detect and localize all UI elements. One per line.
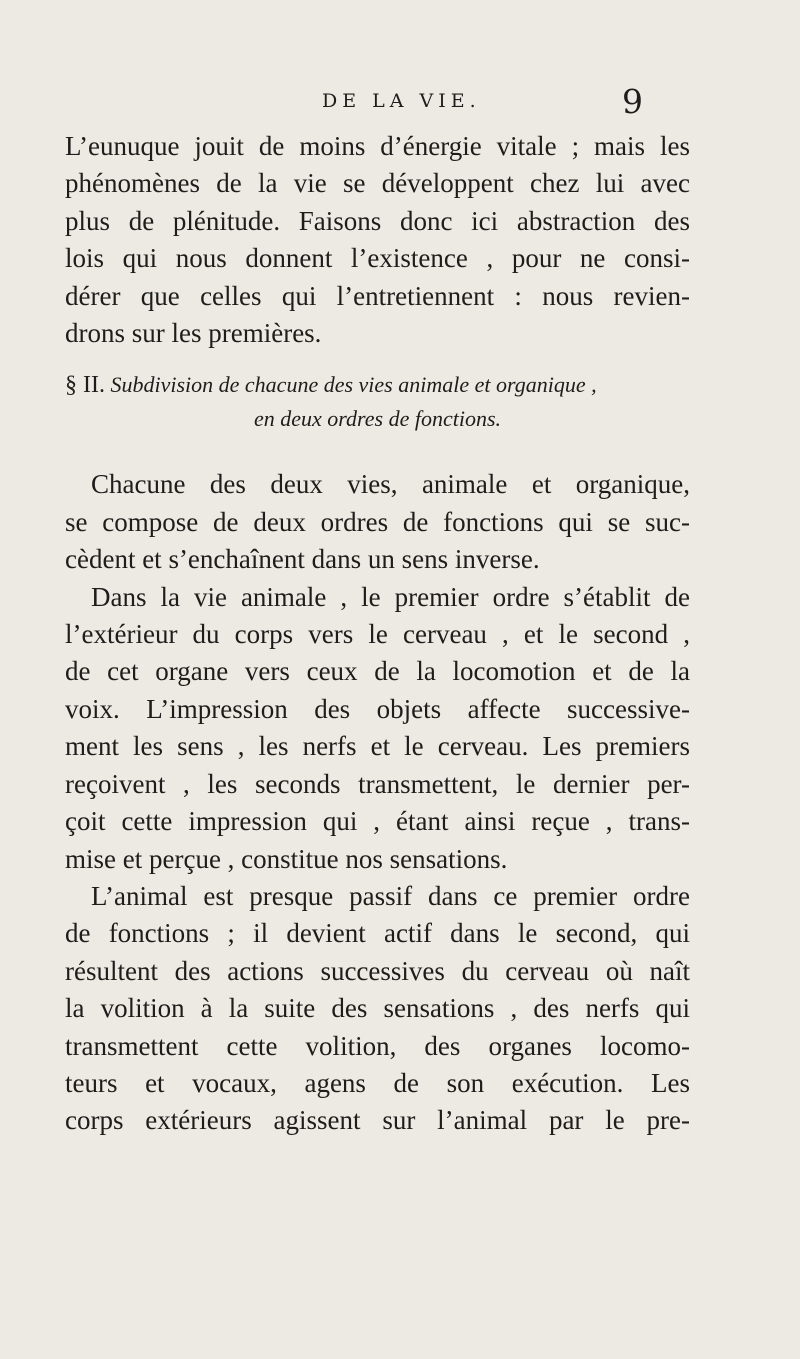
text-line: L’animal est presque passif dans ce premier ordre — [91, 880, 690, 911]
text-line: reçoivent , les seconds transmettent, le dernier per- — [65, 768, 690, 799]
text-line: se compose de deux ordres de fonctions qui se suc- — [65, 506, 690, 537]
text-line: la volition à la suite des sensations , des nerfs qui — [65, 993, 690, 1024]
section-title-part-1: Subdivision de chacune des vies animale et organique , — [110, 372, 597, 398]
text-line: teurs et vocaux, agens de son exécution. Les — [65, 1067, 690, 1098]
intro-paragraph — [65, 128, 690, 352]
section-heading — [65, 368, 690, 436]
paragraph-2 — [65, 579, 690, 878]
text-line: çoit cette impression qui , étant ainsi reçue , trans- — [65, 806, 690, 837]
running-head — [0, 82, 800, 121]
text-line: voix. L’impression des objets affecte successive- — [65, 693, 690, 724]
text-line: corps extérieurs agissent sur l’animal par le pre- — [65, 1105, 690, 1136]
text-line: Chacune des deux vies, animale et organique, — [91, 469, 690, 500]
text-line: ment les sens , les nerfs et le cerveau. Les premiers — [65, 731, 690, 762]
text-line: de fonctions ; il devient actif dans le second, qui — [65, 918, 690, 949]
paragraph-1 — [65, 466, 690, 578]
text-line: de cet organe vers ceux de la locomotion et de la — [65, 656, 690, 687]
section-heading-line-2 — [65, 402, 690, 436]
text-line: transmettent cette volition, des organes locomo- — [65, 1030, 690, 1061]
section-number: § II. — [65, 372, 105, 399]
text-line: drons sur les premières. — [65, 318, 322, 349]
text-line: dérer que celles qui l’entretiennent : nous revien- — [65, 280, 690, 311]
text-line: plus de plénitude. Faisons donc ici abstraction des — [65, 205, 690, 236]
text-line: L’eunuque jouit de moins d’énergie vitale ; mais les — [65, 131, 690, 161]
text-line: cèdent et s’enchaînent dans un sens inverse. — [65, 544, 540, 575]
text-line: lois qui nous donnent l’existence , pour ne consi- — [65, 243, 690, 274]
page-number: 9 — [622, 82, 643, 121]
text-line: l’extérieur du corps vers le cerveau , et le second , — [65, 619, 690, 650]
text-line: résultent des actions successives du cerveau où naît — [65, 955, 690, 986]
section-heading-line-1 — [65, 368, 690, 402]
text-line: mise et perçue , constitue nos sensations. — [65, 843, 508, 874]
text-line: phénomènes de la vie se développent chez lui avec — [65, 168, 690, 199]
text-line: Dans la vie animale , le premier ordre s’établit de — [91, 581, 690, 612]
running-title: DE LA VIE. — [322, 90, 481, 112]
section-title-part-2: en deux ordres de fonctions. — [253, 406, 502, 432]
paragraph-3 — [65, 878, 690, 1140]
body-text — [65, 128, 690, 1140]
